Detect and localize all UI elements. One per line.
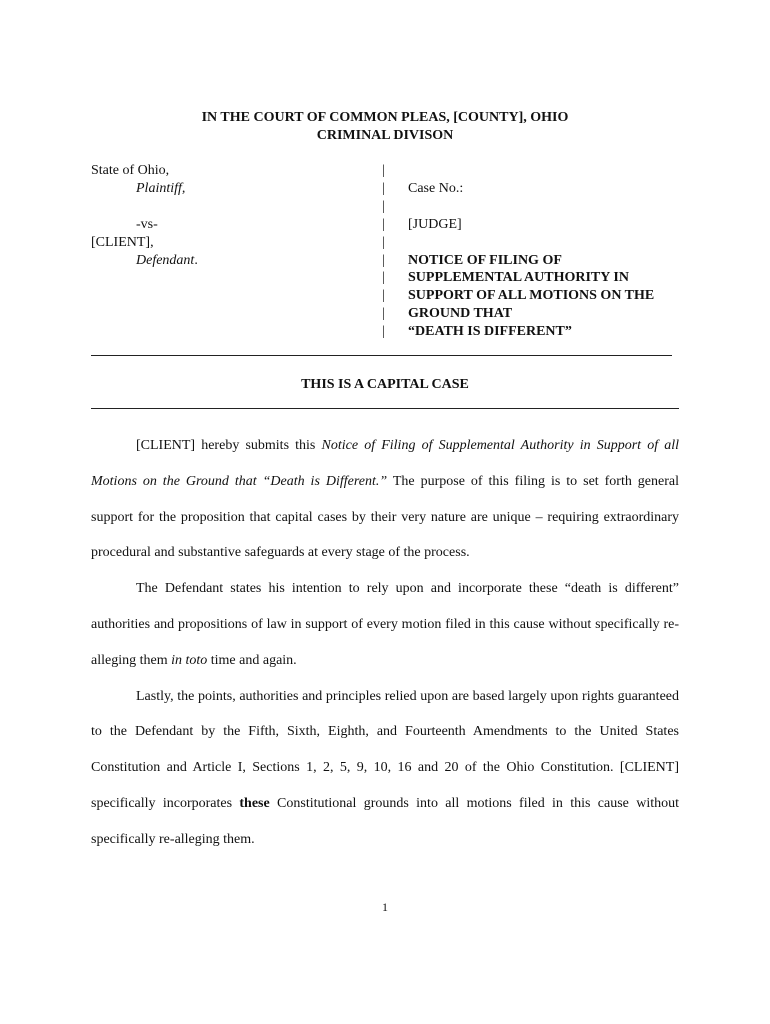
caption-bar: | <box>382 198 385 214</box>
caption-bar: | <box>382 306 385 322</box>
caption-bar: | <box>382 180 385 196</box>
document-title-line: NOTICE OF FILING OF <box>408 252 562 268</box>
caption-bar: | <box>382 324 385 340</box>
caption-bar: | <box>382 270 385 286</box>
plaintiff-label: Plaintiff, <box>136 180 186 196</box>
caption-divider <box>382 162 392 341</box>
caption-bar: | <box>382 216 385 232</box>
versus-label: -vs- <box>136 216 158 232</box>
judge-label: [JUDGE] <box>408 216 462 232</box>
document-title-line: GROUND THAT <box>408 306 513 322</box>
caption-parties <box>91 162 371 269</box>
caption-bar: | <box>382 252 385 268</box>
document-title-line: SUPPORT OF ALL MOTIONS ON THE <box>408 288 655 304</box>
client-party: [CLIENT], <box>91 234 154 250</box>
caption-rule <box>91 355 672 356</box>
body-paragraph: Lastly, the points, authorities and principles relied upon are based largely upon rights guaranteed to the Defendant by the Fifth, Sixth, Eighth, and Fourteenth Amendments to the United States Constitution and Article I, Sections 1, 2, 5, 9, 10, 16 and 20 of the Ohio Constitution. [CLIENT] specifically incorporates these Constitutional grounds into all motions filed in this cause without specifically re-alleging them. <box>91 688 680 847</box>
caption-case-info <box>408 162 708 341</box>
case-number-label: Case No.: <box>408 180 464 196</box>
defendant-label: Defendant. <box>136 252 198 268</box>
document-title-line: SUPPLEMENTAL AUTHORITY IN <box>408 270 629 286</box>
state-party: State of Ohio, <box>91 163 170 178</box>
caption-bar: | <box>382 288 385 304</box>
caption-bar: | <box>382 234 385 250</box>
page-number: 1 <box>382 900 388 914</box>
heading-rule <box>91 408 679 409</box>
court-name: IN THE COURT OF COMMON PLEAS, [COUNTY], OHIO <box>201 110 569 125</box>
capital-case-heading: THIS IS A CAPITAL CASE <box>301 377 469 392</box>
court-division: CRIMINAL DIVISON <box>316 128 454 143</box>
document-title-line: “DEATH IS DIFFERENT” <box>408 324 572 340</box>
body-paragraph: [CLIENT] hereby submits this Notice of Filing of Supplemental Authority in Support of all Motions on the Ground that “Death is Different.” The purpose of this filing is to set forth general support for the proposition that capital cases by their very nature are unique – requiring extraordinary procedural and substantive safeguards at every stage of the process. <box>91 438 679 561</box>
body-paragraph: The Defendant states his intention to rely upon and incorporate these “death is different” authorities and propositions of law in support of every motion filed in this cause without specifically re-alleging them in toto time and again. <box>91 581 679 668</box>
document-body <box>91 428 679 858</box>
caption-bar: | <box>382 163 385 178</box>
